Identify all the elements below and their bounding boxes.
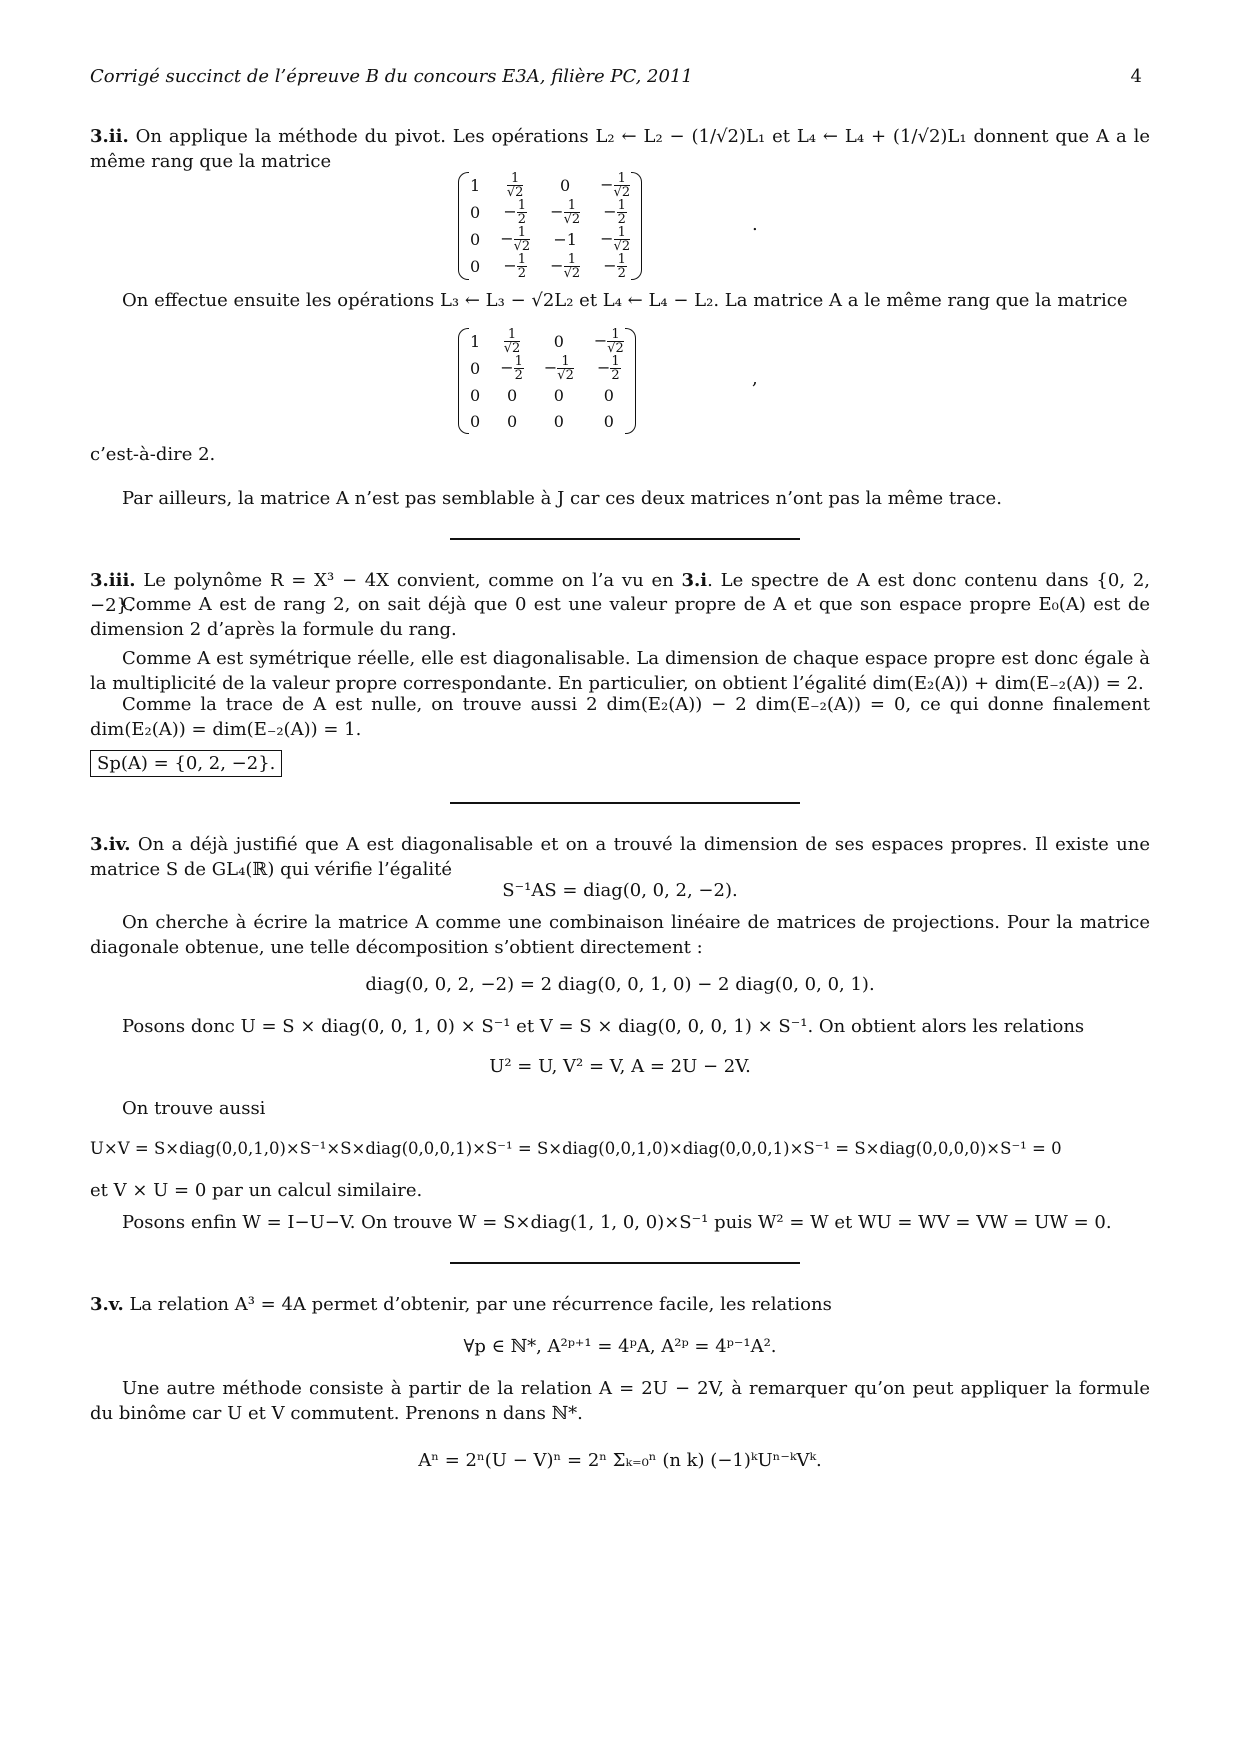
matrix-cell: − $\frac{1}{√2}$ xyxy=(550,198,581,227)
section-label-3v: 3.v. xyxy=(90,1294,124,1315)
matrix-cell: 0 xyxy=(560,176,571,195)
section-divider xyxy=(450,1262,800,1264)
matrix-cell: − $\frac{1}{2}$ xyxy=(596,354,620,383)
para-3iv-p4: On trouve aussi xyxy=(122,1098,266,1119)
matrix-2-table xyxy=(460,328,634,434)
para-3ii-intro xyxy=(90,124,1150,174)
right-paren xyxy=(625,328,636,434)
para-3v-p1 xyxy=(90,1292,1150,1317)
result-box: Sp(A) = {0, 2, −2}. xyxy=(90,750,282,777)
matrix-cell: 0 xyxy=(603,385,614,405)
text-3iv-p1: On a déjà justifié que A est diagonalisable et on a trouvé la dimension de ses espaces propres. Il existe une matrice S de GL₄(ℝ) qui vérifie l’égalité xyxy=(90,834,1150,880)
matrix-row xyxy=(460,199,640,226)
matrix-cell: − $\frac{1}{2}$ xyxy=(603,198,626,227)
matrix-row xyxy=(460,172,640,199)
para-3iv-p1 xyxy=(90,832,1150,882)
left-paren xyxy=(458,328,469,434)
matrix-cell: 1 xyxy=(470,332,481,351)
equation-3v-2: Aⁿ = 2ⁿ(U − V)ⁿ = 2ⁿ Σₖ₌₀ⁿ (n k) (−1)ᵏUⁿ⁻ᵏVᵏ. xyxy=(418,1450,822,1471)
matrix-cell: $\frac{1}{√2}$ xyxy=(503,327,521,356)
para-3iv-p3: Posons donc U = S × diag(0, 0, 1, 0) × S⁻¹ et V = S × diag(0, 0, 0, 1) × S⁻¹. On obtient alors les relations xyxy=(122,1016,1085,1037)
section-label-3iv: 3.iv. xyxy=(90,834,131,855)
equation-3iv-2: diag(0, 0, 2, −2) = 2 diag(0, 0, 1, 0) − 2 diag(0, 0, 0, 1). xyxy=(365,974,875,995)
document-page xyxy=(90,0,1150,1754)
equation-3iv-3: U² = U, V² = V, A = 2U − 2V. xyxy=(489,1056,751,1077)
para-3iii-result xyxy=(90,750,1150,777)
matrix-cell: −1 xyxy=(553,230,577,249)
para-3iv-p6: Posons enfin W = I−U−V. On trouve W = S×diag(1, 1, 0, 0)×S⁻¹ puis W² = W et WU = WV = VW = UW = 0. xyxy=(122,1212,1112,1233)
text-3ii-line1: On applique la méthode du pivot. Les opérations L₂ ← L₂ − (1/√2)L₁ et L₄ ← L₄ + (1/√2)L₁ donnent que A a le même rang que la matrice xyxy=(90,126,1150,172)
matrix-cell: − $\frac{1}{2}$ xyxy=(503,252,527,281)
ref-3i: 3.i xyxy=(681,570,708,591)
matrix-cell: − $\frac{1}{√2}$ xyxy=(600,171,631,200)
para-3iii-p4: Comme la trace de A est nulle, on trouve aussi 2 dim(E₂(A)) − 2 dim(E₋₂(A)) = 0, ce qui donne finalement dim(E₂(A)) = dim(E₋₂(A)) = 1. xyxy=(90,694,1150,740)
matrix-cell: 0 xyxy=(470,257,481,276)
matrix-cell: − $\frac{1}{2}$ xyxy=(503,198,527,227)
matrix-row xyxy=(460,355,634,382)
equation-3iv-1: S⁻¹AS = diag(0, 0, 2, −2). xyxy=(502,880,738,901)
matrix-1-punct: . xyxy=(752,214,758,235)
para-3v-p2: Une autre méthode consiste à partir de la relation A = 2U − 2V, à remarquer qu’on peut appliquer la formule du binôme car U et V commutent. Prenons n dans ℕ*. xyxy=(90,1378,1150,1424)
matrix-cell: − $\frac{1}{√2}$ xyxy=(593,327,624,356)
matrix-cell: 0 xyxy=(506,411,518,431)
matrix-cell: $\frac{1}{√2}$ xyxy=(506,171,524,200)
page-header xyxy=(90,66,1150,87)
matrix-cell: 0 xyxy=(506,385,518,405)
section-label-3ii: 3.ii. xyxy=(90,126,129,147)
matrix-2-punct: , xyxy=(752,368,758,389)
equation-3v-1: ∀p ∈ ℕ*, A²ᵖ⁺¹ = 4ᵖA, A²ᵖ = 4ᵖ⁻¹A². xyxy=(463,1336,777,1357)
para-3ii-line3: c’est-à-dire 2. xyxy=(90,444,216,465)
matrix-row xyxy=(460,226,640,253)
matrix-cell: 0 xyxy=(553,332,564,351)
matrix-cell: 0 xyxy=(470,385,481,405)
matrix-cell: 0 xyxy=(470,230,481,249)
header-title: Corrigé succinct de l’épreuve B du concours E3A, filière PC, 2011 xyxy=(90,66,693,87)
matrix-cell: 0 xyxy=(470,411,481,431)
text-3v-p1: La relation A³ = 4A permet d’obtenir, par une récurrence facile, les relations xyxy=(123,1294,832,1315)
para-3ii-line2: On effectue ensuite les opérations L₃ ← L₃ − √2L₂ et L₄ ← L₄ − L₂. La matrice A a le même rang que la matrice xyxy=(122,290,1128,311)
para-3iv-p5: et V × U = 0 par un calcul similaire. xyxy=(90,1180,423,1201)
matrix-row xyxy=(460,253,640,280)
matrix-1-table xyxy=(460,172,640,280)
matrix-cell: 0 xyxy=(553,411,564,431)
section-label-3iii: 3.iii. xyxy=(90,570,136,591)
text-3iii-p1b: . Le spectre de A est donc contenu dans {0, 2, −2}. xyxy=(90,570,1150,616)
section-divider xyxy=(450,538,800,540)
matrix-cell: 0 xyxy=(603,411,614,431)
matrix-row xyxy=(460,328,634,355)
section-divider xyxy=(450,802,800,804)
matrix-cell: − $\frac{1}{√2}$ xyxy=(600,225,631,254)
matrix-2 xyxy=(460,328,634,434)
text-3iii-p1a: Le polynôme R = X³ − 4X convient, comme on l’a vu en xyxy=(135,570,682,591)
matrix-cell: 0 xyxy=(553,385,564,405)
equation-3iv-4: U×V = S×diag(0,0,1,0)×S⁻¹×S×diag(0,0,0,1)×S⁻¹ = S×diag(0,0,1,0)×diag(0,0,0,1)×S⁻¹ = S×diag(0,0,0,0)×S⁻¹ = 0 xyxy=(90,1139,1062,1158)
matrix-cell: − $\frac{1}{2}$ xyxy=(603,252,626,281)
matrix-cell: − $\frac{1}{2}$ xyxy=(500,354,523,383)
page-number: 4 xyxy=(1130,66,1142,87)
matrix-cell: 0 xyxy=(470,203,481,222)
para-3ii-line4: Par ailleurs, la matrice A n’est pas semblable à J car ces deux matrices n’ont pas la même trace. xyxy=(122,488,1002,509)
matrix-cell: − $\frac{1}{√2}$ xyxy=(500,225,531,254)
right-paren xyxy=(631,172,642,280)
matrix-cell: 0 xyxy=(470,359,481,378)
matrix-1 xyxy=(460,172,640,280)
para-3iv-p2: On cherche à écrire la matrice A comme une combinaison linéaire de matrices de projections. Pour la matrice diagonale obtenue, une telle décomposition s’obtient directement : xyxy=(90,912,1150,958)
para-3iii-p2: Comme A est de rang 2, on sait déjà que 0 est une valeur propre de A et que son espace propre E₀(A) est de dimension 2 d’après la formule du rang. xyxy=(90,594,1150,640)
matrix-cell: − $\frac{1}{√2}$ xyxy=(550,252,581,281)
matrix-row xyxy=(460,408,634,434)
matrix-row xyxy=(460,382,634,408)
para-3iii-p3: Comme A est symétrique réelle, elle est diagonalisable. La dimension de chaque espace propre est donc égale à la multiplicité de la valeur propre correspondante. En particulier, on obtient l’égalité dim(E₂(A)) + dim(E₋₂(A)) = 2. xyxy=(90,648,1150,694)
matrix-cell: − $\frac{1}{√2}$ xyxy=(543,354,574,383)
left-paren xyxy=(458,172,469,280)
matrix-cell: 1 xyxy=(470,176,481,195)
